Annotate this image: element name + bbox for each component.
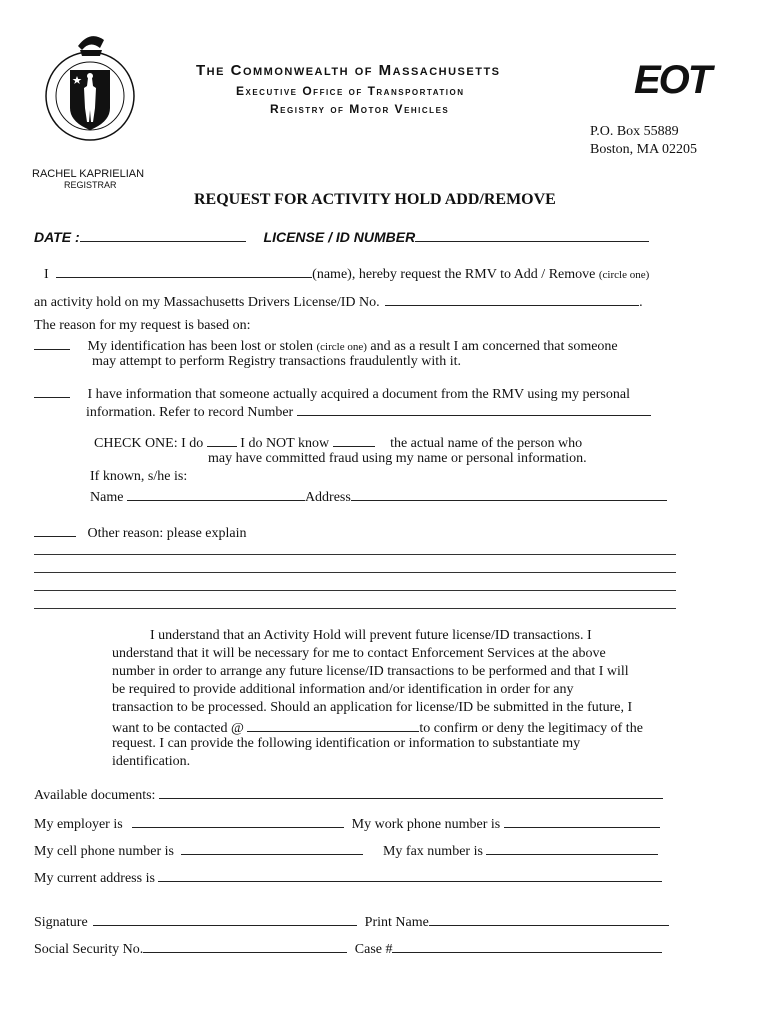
fax-field[interactable]	[486, 841, 658, 855]
person-address-field[interactable]	[351, 487, 667, 501]
reason-lost-line2: may attempt to perform Registry transactions fraudulently with it.	[92, 354, 461, 369]
check-one-rest: the actual name of the person who	[390, 436, 583, 451]
explain-line-4[interactable]	[34, 608, 676, 609]
license-id-text: an activity hold on my Massachusetts Drivers License/ID No.	[34, 295, 380, 310]
explain-line-2[interactable]	[34, 572, 676, 573]
other-reason-label: Other reason: please explain	[87, 526, 247, 541]
period: .	[639, 295, 643, 310]
reason-lost-text-b: and as a result I am concerned that someone	[370, 339, 618, 354]
understand-line-6	[112, 718, 643, 737]
other-reason-row	[34, 523, 247, 542]
signature-field[interactable]	[93, 912, 357, 926]
available-documents-row	[34, 785, 663, 804]
i-do-not-field[interactable]	[333, 433, 375, 447]
form-title: REQUEST FOR ACTIVITY HOLD ADD/REMOVE	[194, 191, 556, 208]
fax-label: My fax number is	[382, 844, 483, 859]
other-reason-checkbox[interactable]	[34, 523, 76, 537]
name-field[interactable]	[56, 264, 312, 278]
current-address-row	[34, 868, 662, 887]
signature-row	[34, 912, 669, 931]
date-row	[34, 228, 649, 245]
print-name-field[interactable]	[429, 912, 669, 926]
work-phone-field[interactable]	[504, 814, 660, 828]
ssn-label: Social Security No.	[34, 942, 144, 957]
reason-lost-checkbox[interactable]	[34, 336, 70, 350]
understand-line-8: identification.	[112, 754, 191, 769]
ssn-field[interactable]	[143, 939, 347, 953]
i-do-not-label: I do NOT know	[240, 436, 330, 451]
reason-lost-circle-one: (circle one)	[316, 341, 367, 353]
if-known-label: If known, s/he is:	[90, 469, 188, 484]
employer-row	[34, 814, 660, 833]
record-number-label: information. Refer to record Number	[86, 405, 294, 420]
check-one-label: CHECK ONE: I do	[94, 436, 204, 451]
i-do-field[interactable]	[207, 433, 237, 447]
person-name-row	[90, 487, 667, 506]
cell-phone-field[interactable]	[181, 841, 363, 855]
understand-line-7: request. I can provide the following identification or information to substantiate my	[112, 736, 581, 751]
check-one-row	[94, 433, 582, 452]
case-label: Case #	[354, 942, 393, 957]
signature-label: Signature	[34, 915, 88, 930]
reason-info-text: I have information that someone actually acquired a document from the RMV using my personal	[87, 387, 630, 402]
record-number-field[interactable]	[297, 402, 651, 416]
available-documents-label: Available documents:	[34, 788, 156, 803]
date-label: DATE :	[34, 229, 80, 245]
work-phone-label: My work phone number is	[351, 817, 501, 832]
understand-line-2: understand that it will be necessary for me to contact Enforcement Services at the above	[112, 646, 606, 661]
city-state-zip: Boston, MA 02205	[590, 142, 697, 157]
license-number-field[interactable]	[415, 228, 649, 242]
request-text: (name), hereby request the RMV to Add / Remove	[312, 267, 596, 282]
contact-rest: to confirm or deny the legitimacy of the	[419, 721, 643, 736]
case-field[interactable]	[392, 939, 662, 953]
person-name-label: Name	[90, 490, 124, 505]
reason-info-line2	[86, 402, 651, 421]
circle-one-note: (circle one)	[598, 269, 650, 281]
reason-intro: The reason for my request is based on:	[34, 318, 251, 333]
person-address-label: Address	[304, 490, 351, 505]
explain-line-1[interactable]	[34, 554, 676, 555]
print-name-label: Print Name	[364, 915, 429, 930]
understand-line-5: transaction to be processed. Should an application for license/ID be submitted in the future, I	[112, 700, 633, 715]
reason-info-checkbox[interactable]	[34, 384, 70, 398]
check-one-line2: may have committed fraud using my name or personal information.	[208, 451, 587, 466]
registrar-name: RACHEL KAPRIELIAN	[32, 168, 145, 180]
license-id-line	[34, 292, 643, 311]
employer-label: My employer is	[34, 817, 123, 832]
rmv-heading: Registry of Motor Vehicles	[270, 102, 450, 116]
employer-field[interactable]	[132, 814, 344, 828]
understand-line-3: number in order to arrange any future license/ID transactions to be performed and that I will	[112, 664, 629, 679]
reason-lost-stolen	[34, 336, 618, 355]
reason-info	[34, 384, 630, 403]
available-documents-field[interactable]	[159, 785, 663, 799]
date-field[interactable]	[80, 228, 246, 242]
registrar-title: REGISTRAR	[64, 180, 117, 190]
commonwealth-heading: The Commonwealth of Massachusetts	[196, 62, 501, 79]
current-address-field[interactable]	[158, 868, 662, 882]
contact-field[interactable]	[247, 718, 419, 732]
eot-heading: Executive Office of Transportation	[236, 84, 465, 98]
eot-logo: EOT	[634, 58, 711, 102]
po-box: P.O. Box 55889	[590, 124, 679, 139]
cell-phone-label: My cell phone number is	[34, 844, 174, 859]
ssn-row	[34, 939, 662, 958]
understand-line-1: I understand that an Activity Hold will prevent future license/ID transactions. I	[150, 628, 592, 643]
massachusetts-seal-icon	[44, 26, 136, 142]
current-address-label: My current address is	[34, 871, 155, 886]
license-label: LICENSE / ID NUMBER	[263, 229, 416, 245]
person-name-field[interactable]	[127, 487, 305, 501]
understand-line-4: be required to provide additional information and/or identification in order for any	[112, 682, 574, 697]
reason-lost-text: My identification has been lost or stolen	[87, 339, 314, 354]
license-id-field[interactable]	[385, 292, 639, 306]
i-label: I	[44, 267, 49, 282]
contact-label: want to be contacted @	[112, 721, 244, 736]
cell-phone-row	[34, 841, 658, 860]
request-line	[44, 264, 649, 283]
explain-line-3[interactable]	[34, 590, 676, 591]
